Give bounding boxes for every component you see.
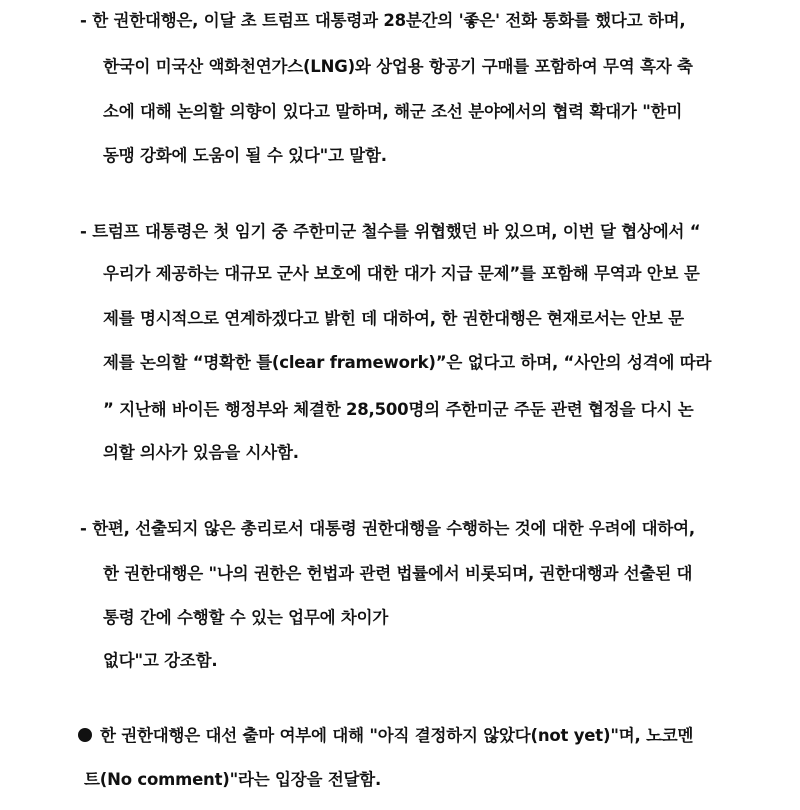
paragraph-line: ” 지난해 바이든 행정부와 체결한 28,500명의 주한미군 주둔 관련 협정을 다시 논 — [103, 400, 694, 419]
paragraph-line-text: 한 권한대행은 대선 출마 여부에 대해 "아직 결정하지 않았다(not yet)"며, 노코멘 — [100, 726, 694, 745]
paragraph-line: 통령 간에 수행할 수 있는 업무에 차이가 — [103, 608, 389, 627]
paragraph-line: 한국이 미국산 액화천연가스(LNG)와 상업용 항공기 구매를 포함하여 무역 흑자 축 — [103, 57, 693, 76]
paragraph-line: 트(No comment)"라는 입장을 전달함. — [84, 770, 382, 789]
paragraph-line: - 트럼프 대통령은 첫 임기 중 주한미군 철수를 위협했던 바 있으며, 이번 달 협상에서 “ — [80, 222, 701, 241]
paragraph-line: 제를 논의할 “명확한 틀(clear framework)”은 없다고 하며, “사안의 성격에 따라 — [103, 353, 712, 372]
paragraph-line: - 한편, 선출되지 않은 총리로서 대통령 권한대행을 수행하는 것에 대한 우려에 대하여, — [80, 519, 695, 538]
paragraph-line: 의할 의사가 있음을 시사함. — [103, 443, 299, 462]
paragraph-line: 우리가 제공하는 대규모 군사 보호에 대한 대가 지급 문제”를 포함해 무역과 안보 문 — [103, 264, 700, 283]
paragraph-line: 없다"고 강조함. — [103, 651, 218, 670]
paragraph-line: 제를 명시적으로 연계하겠다고 밝힌 데 대하여, 한 권한대행은 현재로서는 안보 문 — [103, 309, 684, 328]
paragraph-line: - 한 권한대행은, 이달 초 트럼프 대통령과 28분간의 '좋은' 전화 통화를 했다고 하며, — [80, 11, 686, 30]
paragraph-line: 소에 대해 논의할 의향이 있다고 말하며, 해군 조선 분야에서의 협력 확대가 "한미 — [103, 102, 683, 121]
paragraph-line: 동맹 강화에 도움이 될 수 있다"고 말함. — [103, 146, 387, 165]
bullet-line — [78, 725, 693, 747]
filled-circle-bullet-icon — [78, 728, 92, 742]
paragraph-line: 한 권한대행은 "나의 권한은 헌법과 관련 법률에서 비롯되며, 권한대행과 선출된 대 — [103, 564, 693, 583]
